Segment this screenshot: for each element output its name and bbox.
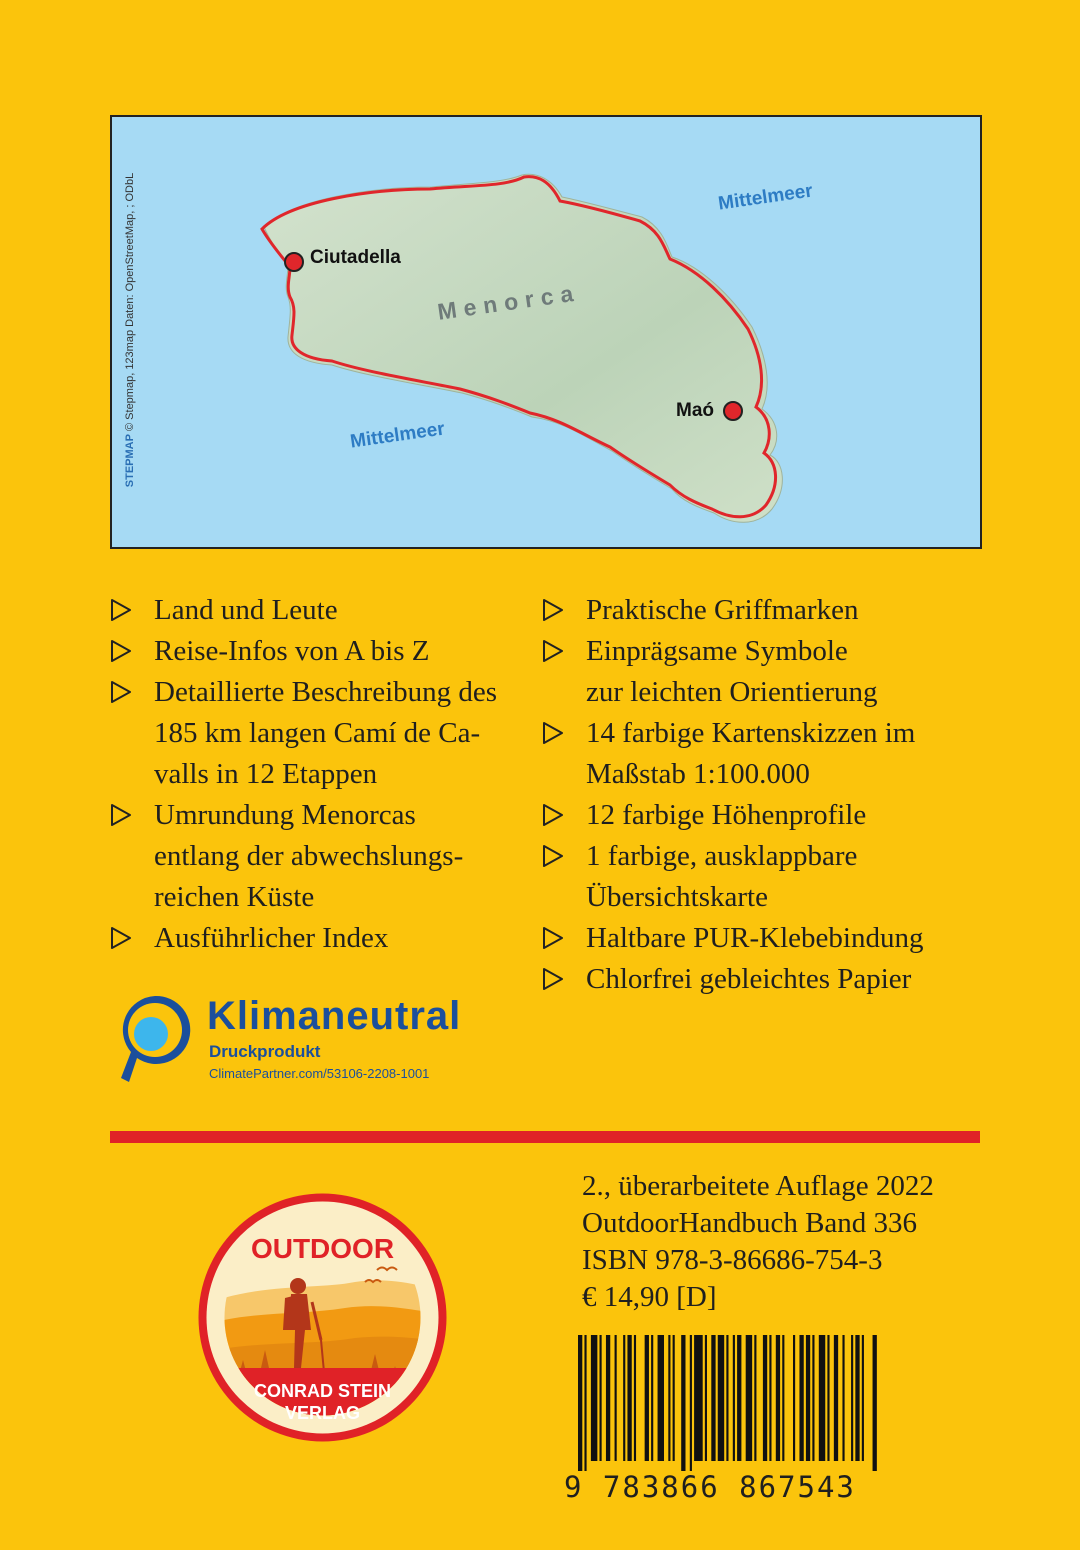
badge-top-text: OUTDOOR xyxy=(250,1233,395,1264)
series-line: OutdoorHandbuch Band 336 xyxy=(582,1207,918,1239)
feature-line: Land und Leute xyxy=(154,594,338,626)
overview-map xyxy=(110,115,982,549)
outdoor-badge xyxy=(195,1190,450,1445)
sea-label-south: Mittelmeer xyxy=(348,418,446,453)
klimaneutral-subtitle: Druckprodukt xyxy=(209,1042,321,1061)
triangle-bullet-icon xyxy=(542,722,564,744)
feature-line: Maßstab 1:100.000 xyxy=(586,758,810,790)
barcode-bar xyxy=(673,1335,675,1461)
triangle-bullet-icon xyxy=(542,599,564,621)
island-label: Menorca xyxy=(435,279,582,325)
triangle-bullet-icon xyxy=(110,681,132,703)
barcode-bar xyxy=(606,1335,610,1461)
barcode-bar xyxy=(733,1335,735,1461)
feature-line: valls in 12 Etappen xyxy=(154,758,378,790)
feature-item xyxy=(110,631,540,672)
barcode-bar xyxy=(694,1335,703,1461)
barcode-bar xyxy=(658,1335,664,1461)
triangle-bullet-icon xyxy=(542,845,564,867)
feature-item xyxy=(542,631,962,713)
feature-line: entlang der abwechslungs- xyxy=(154,840,464,872)
edition-line: 2., überarbeitete Auflage 2022 xyxy=(582,1170,934,1202)
barcode-bar xyxy=(634,1335,636,1461)
barcode-bar xyxy=(584,1335,586,1471)
feature-line: Umrundung Menorcas xyxy=(154,799,416,831)
map-credit-brand: STEPMAP xyxy=(124,434,136,488)
feature-line: Ausführlicher Index xyxy=(154,922,389,954)
ciutadella-marker xyxy=(285,253,303,271)
barcode-bar xyxy=(668,1335,670,1461)
city-label-mao: Maó xyxy=(676,400,714,421)
barcode-bar xyxy=(718,1335,724,1461)
triangle-bullet-icon xyxy=(110,804,132,826)
triangle-bullet-icon xyxy=(110,927,132,949)
feature-item xyxy=(542,795,962,836)
isbn-line: ISBN 978-3-86686-754-3 xyxy=(582,1244,883,1276)
barcode-bar xyxy=(681,1335,685,1471)
barcode-bar xyxy=(799,1335,803,1461)
feature-list-left xyxy=(110,590,540,959)
triangle-bullet-icon xyxy=(542,640,564,662)
barcode-bar xyxy=(726,1335,728,1461)
barcode-bar xyxy=(862,1335,864,1461)
feature-line: Chlorfrei gebleichtes Papier xyxy=(586,963,912,995)
badge-bottom-line2: VERLAG xyxy=(284,1403,361,1423)
island-shape xyxy=(264,174,782,522)
barcode-bar xyxy=(600,1335,602,1461)
feature-line: Einprägsame Symbole xyxy=(586,635,848,667)
barcode-bar xyxy=(623,1335,625,1461)
triangle-bullet-icon xyxy=(542,968,564,990)
barcode-bar xyxy=(782,1335,784,1461)
publication-info xyxy=(582,1168,934,1316)
barcode-bar xyxy=(763,1335,767,1461)
barcode-bar xyxy=(746,1335,752,1461)
barcode-bar xyxy=(627,1335,631,1461)
feature-item xyxy=(542,713,962,795)
feature-item xyxy=(110,918,540,959)
feature-line: Haltbare PUR-Klebebindung xyxy=(586,922,924,954)
barcode-bar xyxy=(737,1335,741,1461)
feature-line: 14 farbige Kartenskizzen im xyxy=(586,717,916,749)
badge-bottom-line1: CONRAD STEIN xyxy=(253,1381,392,1401)
isbn-barcode xyxy=(578,1335,882,1471)
map-credit-text: © Stepmap, 123map Daten: OpenStreetMap, ; ODbL xyxy=(124,172,136,431)
barcode-bar xyxy=(873,1335,877,1471)
feature-item xyxy=(542,918,962,959)
map-credit xyxy=(124,115,138,545)
barcode-bar xyxy=(615,1335,617,1461)
triangle-bullet-icon xyxy=(110,640,132,662)
feature-line: Praktische Griffmarken xyxy=(586,594,859,626)
triangle-bullet-icon xyxy=(542,927,564,949)
sea-label-north: Mittelmeer xyxy=(716,180,814,215)
barcode-bar xyxy=(851,1335,853,1461)
price-line: € 14,90 [D] xyxy=(582,1281,717,1313)
climate-partner-icon xyxy=(115,990,199,1086)
barcode-digits: 9 783866 867543 xyxy=(564,1470,856,1504)
barcode-bar xyxy=(812,1335,814,1461)
barcode-bar xyxy=(806,1335,810,1461)
barcode-bar xyxy=(793,1335,795,1461)
barcode-bar xyxy=(651,1335,653,1461)
feature-line: Übersichtskarte xyxy=(586,881,768,913)
feature-line: Detaillierte Beschreibung des xyxy=(154,676,498,708)
feature-line: 185 km langen Camí de Ca- xyxy=(154,717,481,749)
barcode-bar xyxy=(645,1335,649,1461)
barcode-bar xyxy=(754,1335,756,1461)
mao-marker xyxy=(724,402,742,420)
triangle-bullet-icon xyxy=(542,804,564,826)
barcode-bar xyxy=(827,1335,829,1461)
feature-item xyxy=(542,959,962,1000)
feature-line: zur leichten Orientierung xyxy=(586,676,878,708)
barcode-bar xyxy=(711,1335,715,1461)
barcode-bar xyxy=(834,1335,838,1461)
barcode-bar xyxy=(578,1335,582,1471)
feature-item xyxy=(542,836,962,918)
feature-item xyxy=(542,590,962,631)
barcode-bar xyxy=(842,1335,844,1461)
barcode-bar xyxy=(591,1335,597,1461)
klimaneutral-logo xyxy=(115,990,535,1090)
feature-item xyxy=(110,672,540,795)
barcode-bar xyxy=(855,1335,859,1461)
klimaneutral-url: ClimatePartner.com/53106-2208-1001 xyxy=(209,1066,430,1081)
barcode-bar xyxy=(769,1335,771,1461)
feature-line: Reise-Infos von A bis Z xyxy=(154,635,430,667)
barcode-bar xyxy=(776,1335,780,1461)
map-graphic xyxy=(112,117,980,547)
barcode-bar xyxy=(819,1335,825,1461)
feature-list-right xyxy=(542,590,962,1000)
barcode-bar xyxy=(705,1335,707,1461)
feature-line: reichen Küste xyxy=(154,881,315,913)
divider-rule xyxy=(110,1131,980,1143)
klimaneutral-title: Klimaneutral xyxy=(207,994,462,1038)
feature-item xyxy=(110,590,540,631)
triangle-bullet-icon xyxy=(110,599,132,621)
feature-line: 12 farbige Höhenprofile xyxy=(586,799,867,831)
feature-line: 1 farbige, ausklappbare xyxy=(586,840,858,872)
feature-item xyxy=(110,795,540,918)
city-label-ciutadella: Ciutadella xyxy=(310,247,401,268)
barcode-bar xyxy=(690,1335,692,1471)
